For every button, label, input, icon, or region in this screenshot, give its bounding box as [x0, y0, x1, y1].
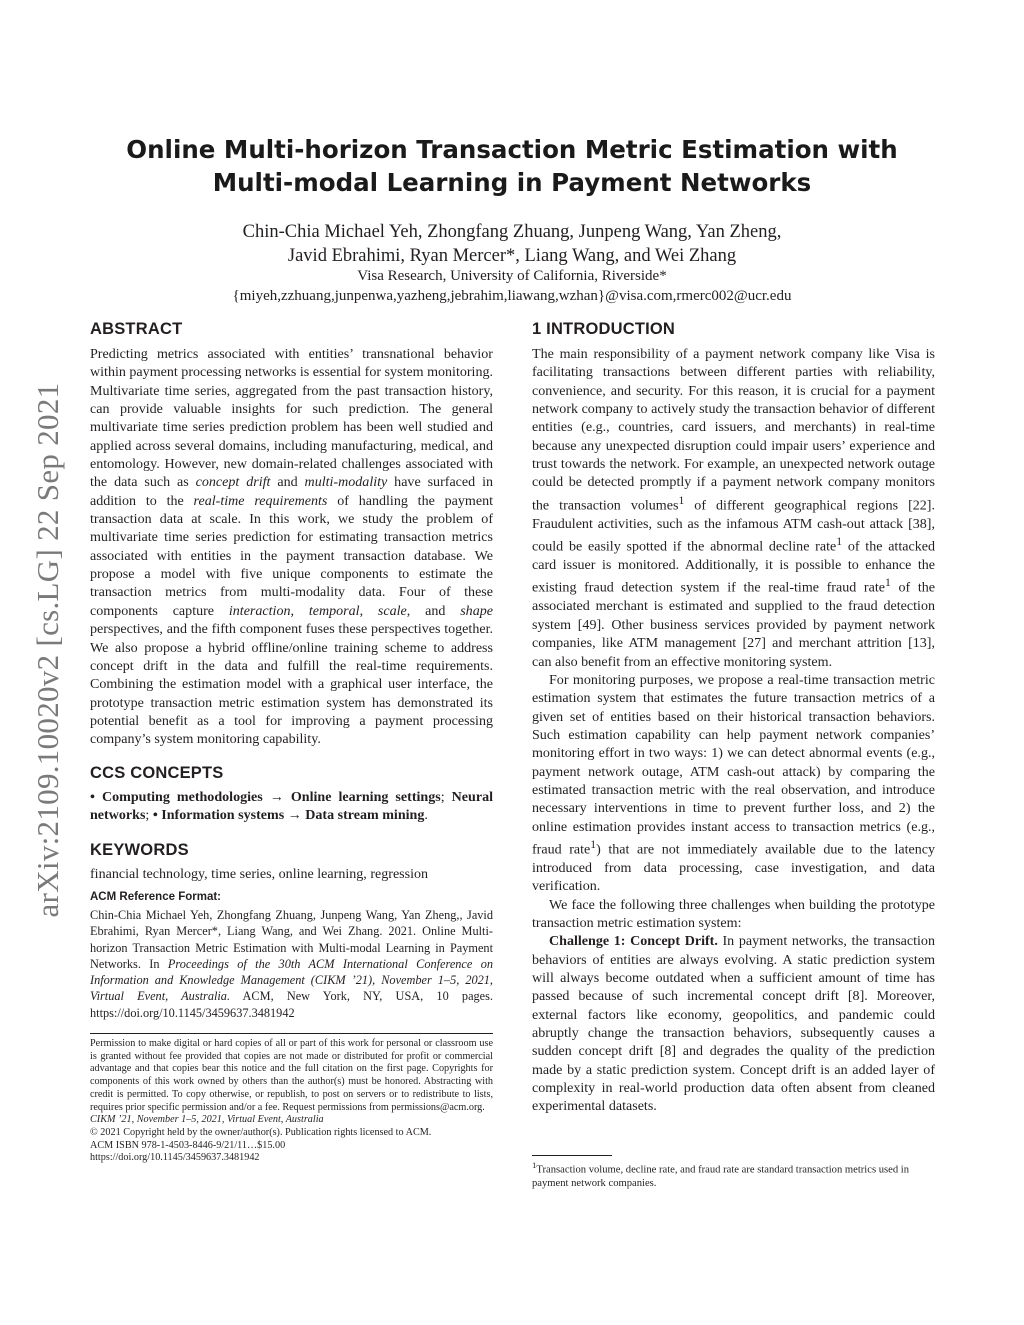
permission-block: [90, 1038, 493, 1165]
authors-line-2: Javid Ebrahimi, Ryan Mercer*, Liang Wang, and Wei Zhang: [287, 246, 737, 266]
title-line-2: Multi-modal Learning in Payment Networks: [212, 168, 812, 197]
abstract-body: Predicting metrics associated with entities’ transnational behavior within payment processing networks is essential for system monitoring. Multivariate time series, aggregated from the past transaction history, can provide valuable insights for such prediction. The general multivariate time series prediction problem has been well studied and applied across several domains, including manufacturing, medical, and entomology. However, new domain-related challenges associated with the data such as concept drift and multi-modality have surfaced in addition to the real-time requirements of handling the payment transaction data at scale. In this work, we study the problem of multivariate time series prediction for estimating transaction metrics associated with entities in the payment transaction database. We propose a model with five unique components to estimate the transaction metrics from multi-modality data. Four of these components capture interaction, temporal, scale, and shape perspectives, and the fifth component fuses these perspectives together. We also propose a hybrid offline/online training scheme to address concept drift in the data and fulfill the real-time requirements. Combining the estimation model with a graphical user interface, the prototype transaction metric estimation system has demonstrated its potential benefit as a tool for improving a payment processing company’s system monitoring capability.: [90, 346, 494, 748]
arxiv-stamp: arXiv:2109.10020v2 [cs.LG] 22 Sep 2021: [30, 382, 65, 918]
reference-text: Chin-Chia Michael Yeh, Zhongfang Zhuang, Junpeng Wang, Yan Zheng,, Javid Ebrahimi, Ryan Mercer*, Liang Wang, and Wei Zhang. 2021. Online Multi-horizon Transaction Metric Estimation with Multi-modal Learning in Payment Networks. In Proceedings of the 30th ACM International Conference on Information and Knowledge Management (CIKM ’21), November 1–5, 2021, Virtual Event, Australia. ACM, New York, NY, USA, 10 pages. https://doi.org/10.1145/3459637.3481942: [90, 908, 493, 1020]
permission-venue: CIKM ’21, November 1–5, 2021, Virtual Event, Australia: [90, 1114, 324, 1126]
intro-body: [532, 345, 935, 1116]
ccs-concepts: • Computing methodologies → Online learning settings; Neural networks; • Information systems → Data stream mining.: [90, 789, 493, 824]
intro-paragraph-4: Challenge 1: Concept Drift. In payment networks, the transaction behaviors of entities are always evolving. A static prediction system will always become outdated when a sufficient amount of time has passed because of such incremental concept drift [8]. Moreover, external factors like economy, geopolitics, and pandemic could abruptly change the transaction behaviors, subsequently causes a sudden concept drift [8] and degrades the quality of the prediction made by a static prediction system. Concept drift is an added layer of complexity in real-world production data often absent from cleaned experimental datasets.: [532, 933, 935, 1115]
abstract-heading: ABSTRACT: [90, 320, 183, 338]
authors-line-1: Chin-Chia Michael Yeh, Zhongfang Zhuang, Junpeng Wang, Yan Zheng,: [242, 222, 782, 242]
intro-paragraph-3: We face the following three challenges when building the prototype transaction metric estimation system:: [532, 896, 935, 931]
permission-text: Permission to make digital or hard copies of all or part of this work for personal or classroom use is granted without fee provided that copies are not made or distributed for profit or commercial advantage and that copies bear this notice and the full citation on the first page. Copyrights for components of this work owned by others than the author(s) must be honored. Abstracting with credit is permitted. To copy otherwise, or republish, to post on servers or to redistribute to lists, requires prior specific permission and/or a fee. Request permissions from permissions@acm.org.: [90, 1038, 493, 1113]
footnote-rule: [532, 1155, 612, 1156]
title-line-1: Online Multi-horizon Transaction Metric Estimation with: [126, 135, 898, 164]
permission-copyright: © 2021 Copyright held by the owner/author(s). Publication rights licensed to ACM.: [90, 1126, 432, 1138]
keywords-text: financial technology, time series, online learning, regression: [90, 866, 429, 882]
reference-heading: ACM Reference Format:: [90, 891, 221, 903]
affiliation: Visa Research, University of California, Riverside*: [357, 268, 667, 284]
author-list: [0, 220, 1024, 268]
author-emails: {miyeh,zzhuang,junpenwa,yazheng,jebrahim,liawang,wzhan}@visa.com,rmerc002@ucr.edu: [232, 288, 792, 304]
permission-isbn: ACM ISBN 978-1-4503-8446-9/21/11…$15.00: [90, 1139, 286, 1151]
permission-doi: https://doi.org/10.1145/3459637.3481942: [90, 1152, 260, 1164]
intro-paragraph-1: The main responsibility of a payment network company like Visa is facilitating transactions between different parties with reliability, convenience, and security. For this reason, it is crucial for a payment network company to actively study the transaction behavior of different entities (e.g., countries, card issuers, and merchants) in real-time because any unexpected disruption could impair users’ experience and trust towards the network. For example, an unexpected network outage could be detected promptly if a payment network company monitors the transaction volumes$^1$ of different geographical regions [22]. Fraudulent activities, such as the infamous ATM cash-out attack [38], could be easily spotted if the abnormal decline rate$^1$ of the attacked card issuer is monitored. Additionally, it is possible to enhance the existing fraud detection system if the real-time fraud rate$^1$ of the associated merchant is estimated and supplied to the fraud detection system [49]. Other business services provided by payment network companies, like ATM management [27] and merchant attrition [13], can also benefit from an effective monitoring system.: [532, 346, 935, 670]
ccs-heading: CCS CONCEPTS: [90, 764, 224, 782]
intro-paragraph-2: For monitoring purposes, we propose a real-time transaction metric estimation system that estimates the future transaction metrics of a given set of entities based on their historical transaction behaviors. Such estimation capability can help payment network companies’ monitoring effort in two ways: 1) we can detect abnormal events (e.g., payment network outage, ATM cash-out attack) by comparing the estimated transaction metric with the real observation, and introduce necessary interventions in time to prevent further loss, and 2) the online estimation provides instant access to transaction metrics (e.g., fraud rate$^1$) that are not immediately available due to the latency introduced from data processing, case investigation, and data verification.: [532, 671, 936, 895]
permission-rule: [90, 1033, 493, 1034]
paper-title: [0, 133, 1024, 199]
footnote: $^1$Transaction volume, decline rate, and fraud rate are standard transaction metrics used in payment network companies.: [532, 1160, 910, 1189]
intro-heading: 1 INTRODUCTION: [532, 320, 676, 338]
keywords-heading: KEYWORDS: [90, 841, 189, 859]
